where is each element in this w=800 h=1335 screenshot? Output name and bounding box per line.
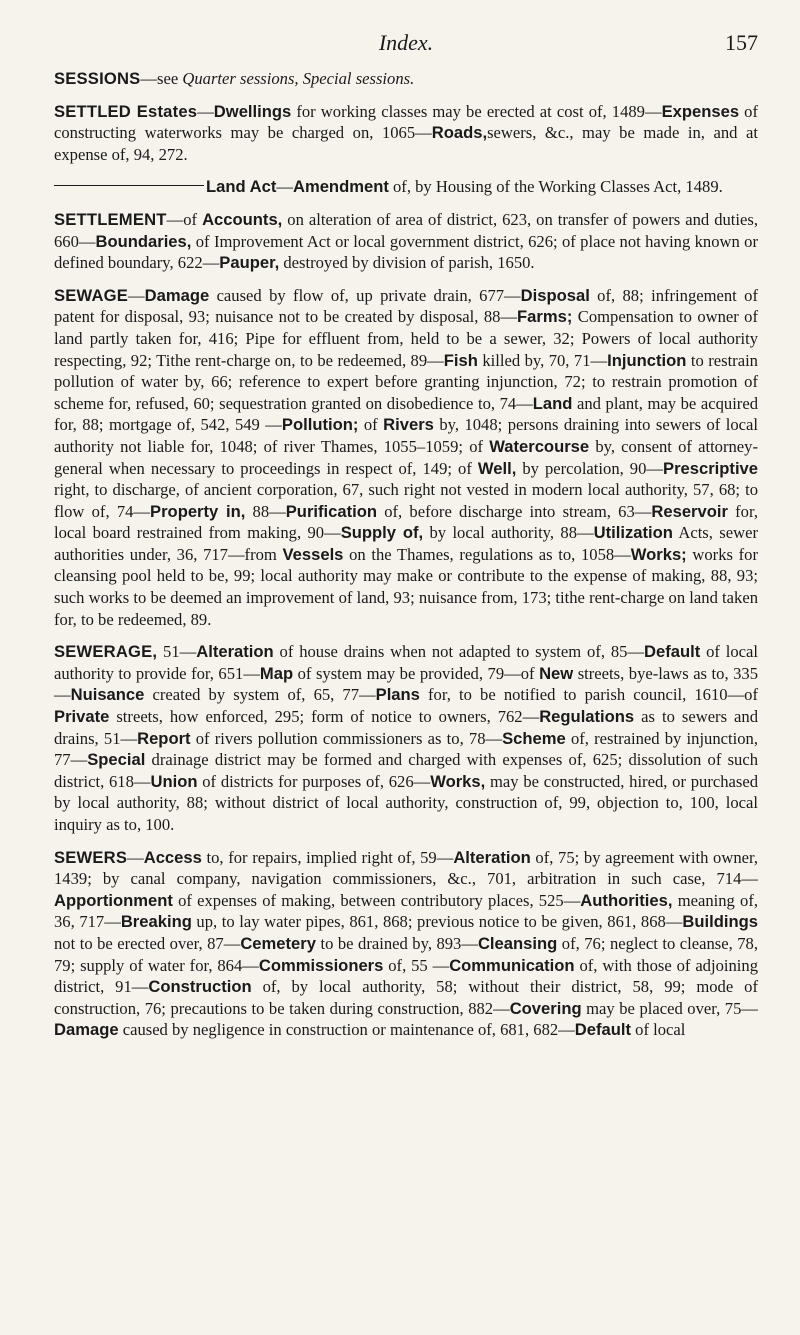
entry-keyword: Default [574,1020,632,1040]
entry-text: Acts, sewer authorities under, 36, 717—from [54,523,758,564]
entry-text: by local authority, 88— [423,523,594,543]
entry-text: as to sewers and drains, 51— [54,707,758,748]
entry-text: caused by flow of, up private drain, 677— [209,285,521,305]
entry-text: of, 76; neglect to cleanse, 78, 79; supply of water for, 864— [54,933,758,975]
entry-text: caused by negligence in construction or maintenance of, 681, 682— [118,1020,575,1040]
entry-keyword: Farms; [517,307,573,327]
entry-text: of constructing waterworks may be charged on, 1065— [54,101,758,143]
entry-text: and plant, may be acquired for, 88; mortgage of, 542, 549 — [54,393,758,435]
entry-keyword: Commissioners [258,955,384,975]
entry-text: up, to lay water pipes, 861, 868; previous notice to be given, 861, 868— [191,912,683,932]
entry-text: of rivers pollution commissioners as to, 78— [190,728,503,748]
entry-text: by, consent of attorney-general when necessary to proceedings in respect of, 149; of [54,436,758,478]
entry-keyword: Report [137,728,191,748]
entry-keyword: Plans [375,685,420,705]
entry-keyword: Watercourse [489,436,590,456]
entry-heading: SEWERS [54,847,128,867]
entry-text: to restrain pollution of water by, 66; reference to expert before granting injunction, 72; to restrain promotion of scheme for, refused, 60; sequestration granted on disobedience to, 74— [54,350,758,413]
entry-keyword: Disposal [520,285,590,305]
entry-text: of, 55 — [383,955,450,975]
running-head [54,24,758,68]
entry-keyword: Access [143,847,202,867]
entry-text: Compensation to owner of land partly taken for, 416; Pipe for effluent from, held to be a sewer, 32; Powers of local authority respecting, 92; Tithe rent-charge on, to be redeemed, 89— [54,307,758,370]
entry-heading: SETTLED Estates [54,101,198,121]
entry-keyword: Land Act [206,177,277,197]
entry-text: for, to be notified to parish council, 1610—of [419,685,758,705]
entry-text: of system may be provided, 79—of [293,663,540,683]
index-entry [54,641,758,835]
entry-text: to be drained by, 893— [315,933,478,953]
entry-heading: SESSIONS [54,69,141,88]
entry-keyword: Authorities, [580,890,673,910]
index-entries [54,68,758,1041]
entry-keyword: Covering [509,998,582,1018]
entry-text: of, before discharge into stream, 63— [377,501,652,521]
entry-text: of, by local authority, 58; without their district, 58, 99; mode of construction, 76; precautions to be taken during construction, 882— [54,977,758,1018]
entry-keyword: Utilization [593,523,673,543]
entry-text: streets, bye-laws as to, 335— [54,663,759,705]
entry-text: may be placed over, 75— [581,998,758,1018]
entry-keyword: Scheme [502,728,566,748]
entry-text: of [358,415,384,435]
entry-keyword: Pollution; [281,415,359,435]
entry-text: meaning of, 36, 717— [54,890,758,932]
entry-text: — [197,101,214,121]
entry-text: by percolation, 90— [516,458,663,478]
entry-keyword: Fish [443,350,478,370]
entry-keyword: Map [259,663,294,683]
entry-italic: Quarter sessions, Special sessions. [182,69,415,88]
index-entry [54,209,758,274]
entry-keyword: Vessels [282,544,344,564]
entry-text: of house drains when not adapted to system of, 85— [273,642,645,662]
entry-keyword: Dwellings [213,101,292,121]
index-entry [54,285,758,631]
entry-text: drainage district may be formed and charged with expenses of, 625; dissolution of such district, 618— [54,750,758,791]
entry-text: 88— [245,501,286,521]
entry-keyword: Apportionment [54,890,173,910]
entry-keyword: Damage [54,1020,119,1040]
entry-keyword: Alteration [196,642,274,662]
entry-keyword: Buildings [682,912,758,932]
entry-text: not to be erected over, 87— [54,933,241,953]
index-entry [54,68,758,90]
entry-text: — [276,177,293,197]
entry-text: killed by, 70, 71— [477,350,608,370]
entry-keyword: Alteration [453,847,531,867]
entry-keyword: Injunction [607,350,687,370]
entry-text: destroyed by division of parish, 1650. [279,253,535,273]
entry-keyword: Expenses [661,101,740,121]
entry-heading: SEWERAGE, [54,642,158,662]
entry-keyword: Works, [430,771,486,791]
entry-keyword: Works; [630,544,687,564]
entry-keyword: Land [532,393,573,413]
entry-keyword: Purification [285,501,378,521]
entry-keyword: Rivers [383,415,434,435]
index-sub-entry [54,176,758,198]
entry-text: to, for repairs, implied right of, 59— [201,847,454,867]
entry-text: — [128,285,145,305]
entry-text: of, by Housing of the Working Classes Act, 1489. [388,177,723,197]
entry-keyword: Accounts, [202,209,283,229]
entry-text: of, with those of adjoining district, 91— [54,955,758,997]
entry-text: sewers, &c., may be made in, and at expense of, 94, 272. [54,123,758,164]
entry-text: of, 88; infringement of patent for disposal, 93; nuisance not to be created by disposal, 88— [54,285,758,327]
entry-keyword: Pauper, [219,253,280,273]
entry-text: streets, how enforced, 295; form of notice to owners, 762— [109,707,540,727]
entry-keyword: New [539,663,574,683]
entry-keyword: Communication [449,955,575,975]
entry-text: on the Thames, regulations as to, 1058— [343,544,631,564]
entry-keyword: Prescriptive [663,458,759,478]
entry-keyword: Cemetery [240,933,316,953]
entry-heading: SEWAGE [54,285,129,305]
entry-text: of local authority to provide for, 651— [54,642,758,683]
entry-text: —see [140,69,183,88]
entry-keyword: Regulations [539,707,635,727]
entry-keyword: Breaking [120,912,192,932]
entry-text: for working classes may be erected at cost of, 1489— [291,101,662,121]
entry-heading: SETTLEMENT [54,209,167,229]
entry-keyword: Nuisance [70,685,145,705]
running-title: Index. [378,30,434,55]
entry-text: works for cleansing pool held to be, 99; local authority may make or contribute to the expense of making, 88, 93; such works to be deemed an improvement of land, 93; nuisance from, 173; tithe rent-charge on land taken for, to be redeemed, 89. [54,544,758,629]
entry-keyword: Boundaries, [95,231,192,251]
entry-text: for, local board restrained from making, 90— [54,501,758,543]
entry-keyword: Well, [477,458,517,478]
entry-text: of expenses of making, between contributory places, 525— [172,890,581,910]
entry-text: —of [166,209,203,229]
entry-text: may be constructed, hired, or purchased by local authority, 88; without district of local authority, construction of, 99, objection to, 100, local inquiry as to, 100. [54,771,758,834]
entry-keyword: Damage [144,285,210,305]
entry-keyword: Cleansing [477,933,558,953]
page-number: 157 [725,30,758,55]
entry-text: of, 75; by agreement with owner, 1439; by canal company, navigation commissioners, &c., 701, arbitration in such case, 714— [54,847,758,889]
entry-text: of districts for purposes of, 626— [197,771,431,791]
entry-text: of, restrained by injunction, 77— [54,728,758,770]
entry-text: of local [631,1020,686,1040]
entry-text: created by system of, 65, 77— [144,685,376,705]
entry-keyword: Amendment [292,177,389,197]
entry-keyword: Supply of, [340,523,424,543]
entry-text: by, 1048; persons draining into sewers of local authority not liable for, 1048; of river Thames, 1055–1059; of [54,415,758,456]
ditto-rule [54,185,204,186]
entry-keyword: Roads, [431,123,488,143]
entry-keyword: Default [644,642,701,662]
entry-keyword: Construction [148,977,252,997]
entry-keyword: Union [150,771,198,791]
entry-keyword: Private [54,707,110,727]
entry-text: 51— [157,642,197,662]
entry-text: of Improvement Act or local government district, 626; of place not having known or defined boundary, 622— [54,231,758,273]
entry-text: on alteration of area of district, 623, on transfer of powers and duties, 660— [54,209,758,251]
index-entry [54,101,758,166]
entry-keyword: Special [87,750,146,770]
entry-keyword: Reservoir [651,501,728,521]
entry-text: right, to discharge, of ancient corporation, 67, such right not vested in modern local authority, 57, 68; to flow of, 74— [54,480,758,521]
index-entry [54,847,758,1041]
entry-keyword: Property in, [150,501,246,521]
entry-text: — [127,847,144,867]
